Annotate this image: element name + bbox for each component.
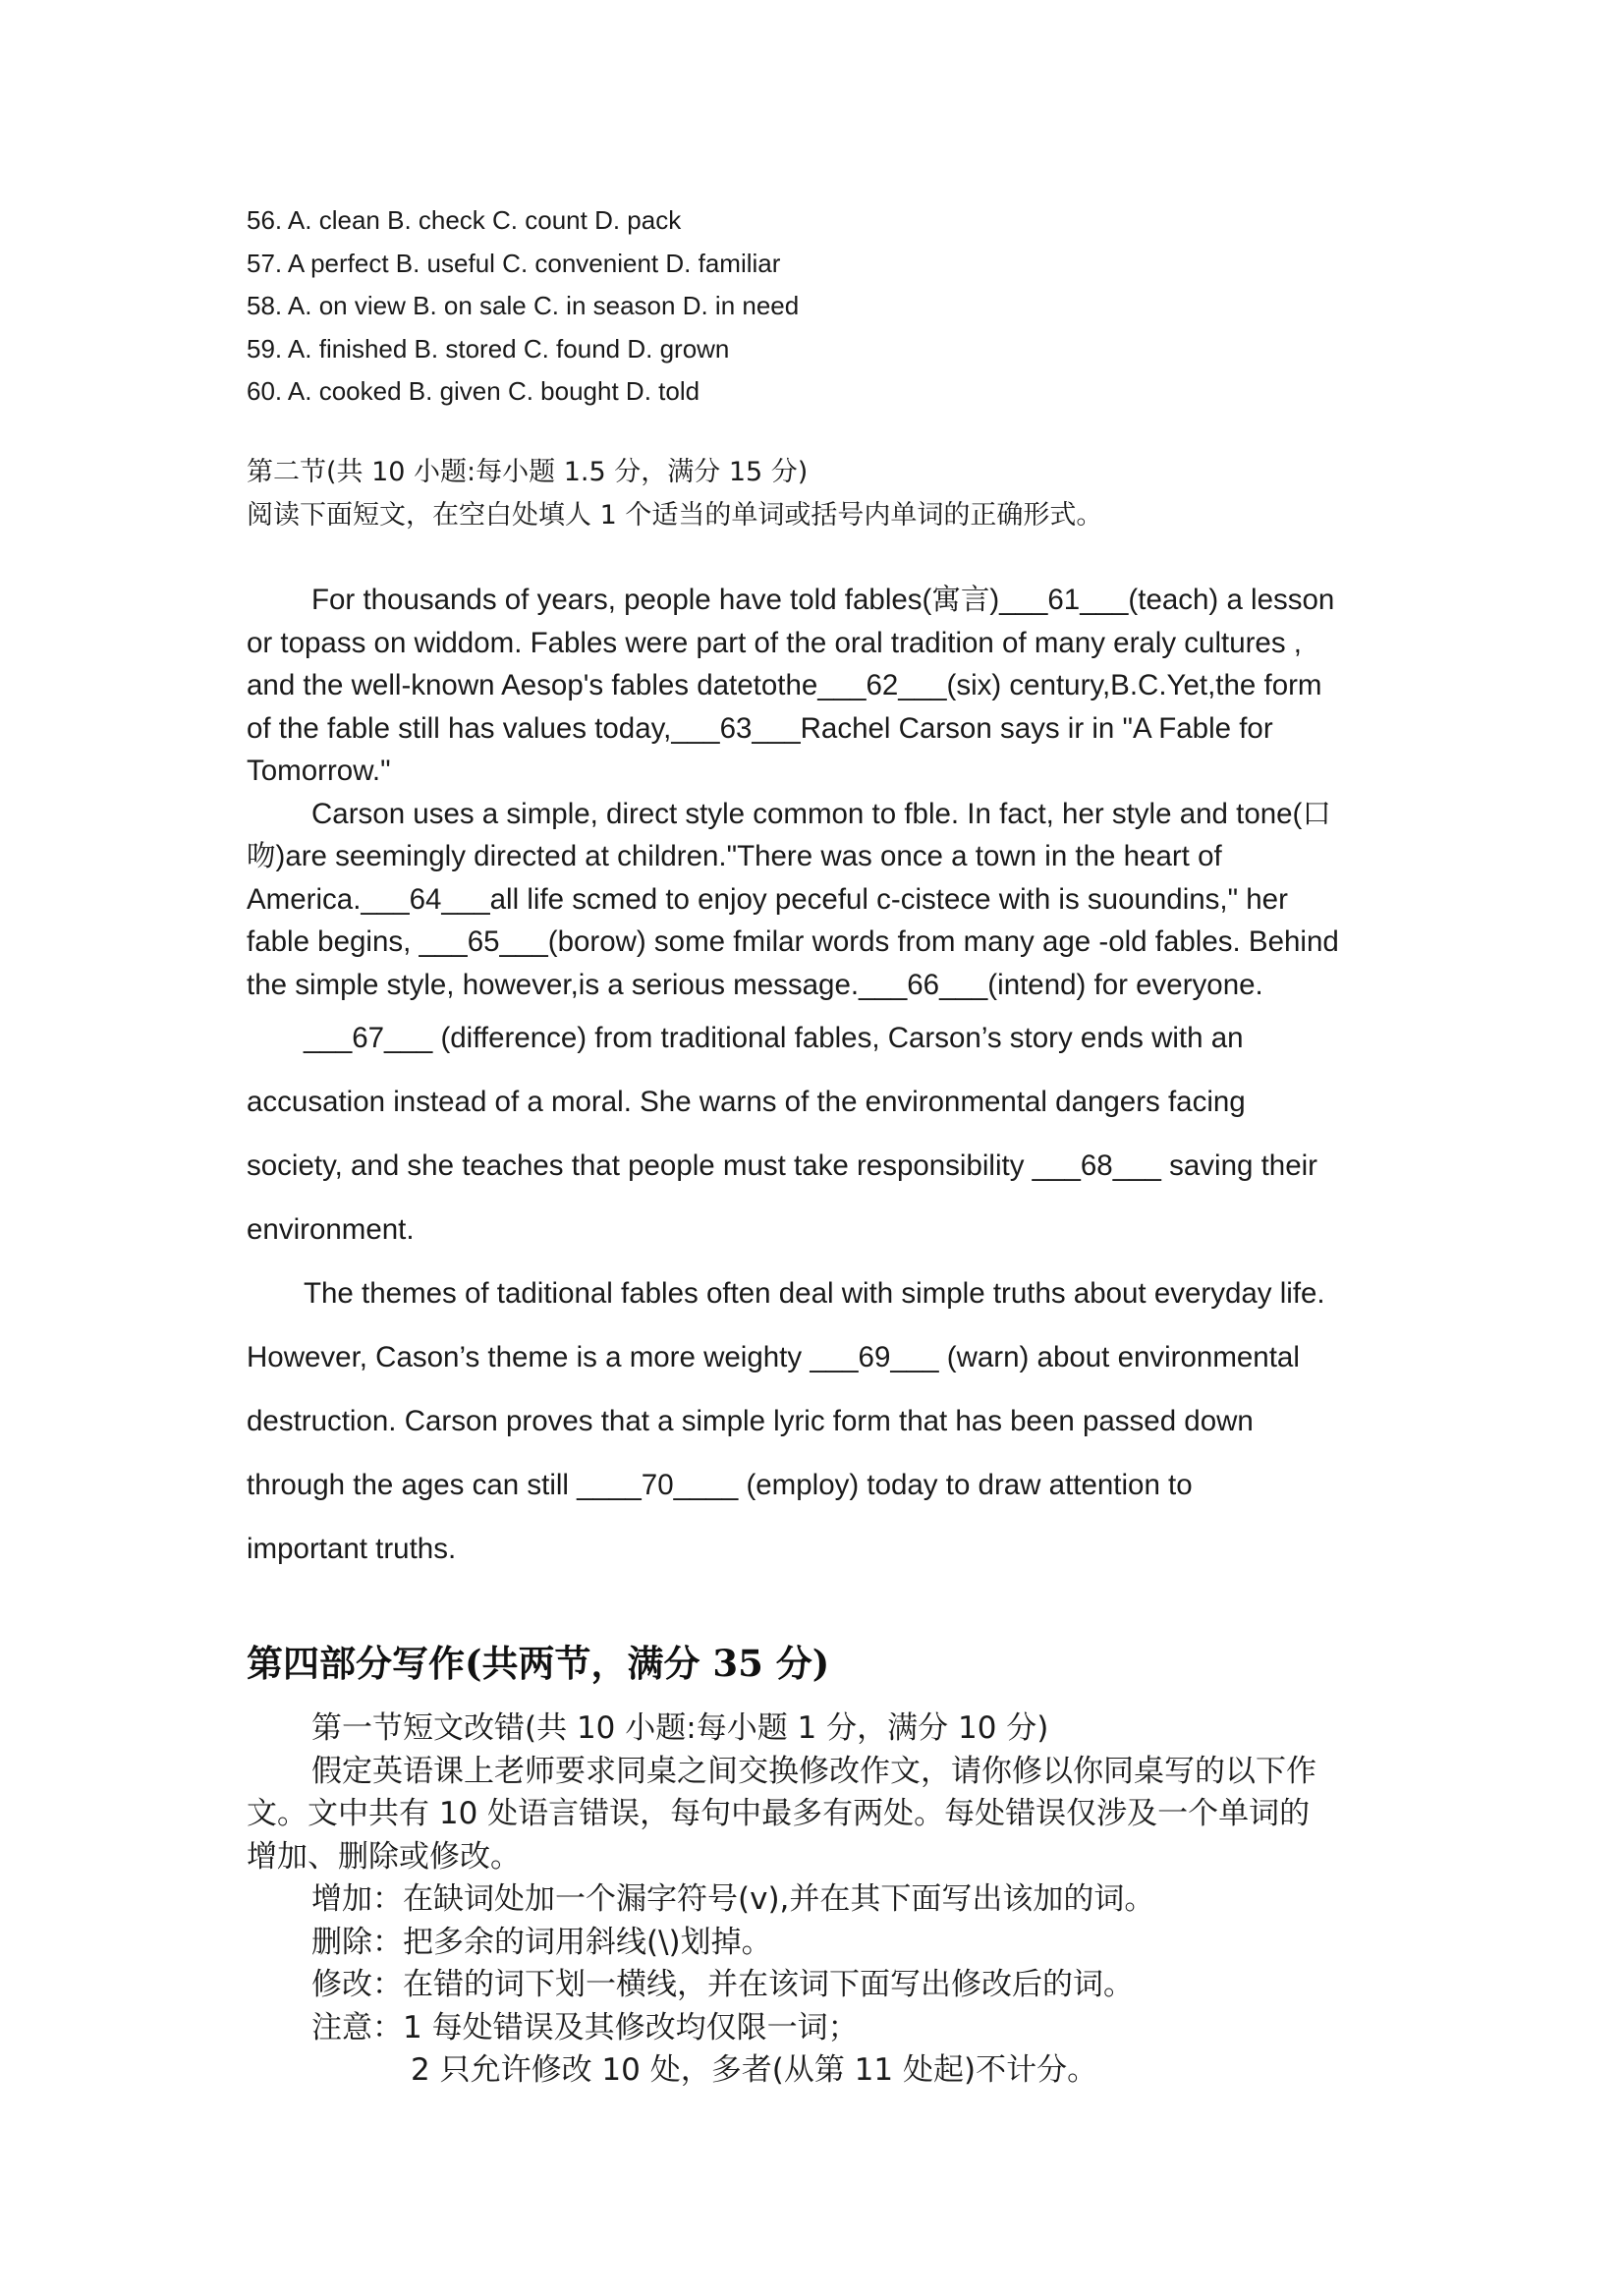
part-4-line: 删除：把多余的词用斜线(\)划掉。: [311, 1924, 772, 1960]
part-4-line: 文。文中共有 10 处语言错误，每句中最多有两处。每处错误仅涉及一个单词的: [247, 1796, 1311, 1831]
passage-line: Carson uses a simple, direct style common to fble. In fact, her style and tone(口: [311, 797, 1331, 830]
part-4-instructions: [247, 1708, 1316, 2093]
passage-block-1: [247, 579, 1406, 1006]
passage-line: The themes of taditional fables often deal with simple truths about everyday life.: [304, 1277, 1325, 1310]
part-4-line: 2 只允许修改 10 处，多者(从第 11 处起)不计分。: [411, 2052, 1098, 2088]
option-line-58: 58. A. on view B. on sale C. in season D. in need: [247, 291, 800, 320]
part-4-line: 增加、删除或修改。: [247, 1838, 521, 1875]
section-2-instruction: 阅读下面短文，在空白处填人 1 个适当的单词或括号内单词的正确形式。: [247, 500, 1103, 531]
passage-line: through the ages can still ____70____ (employ) today to draw attention to: [247, 1469, 1193, 1501]
passage-line: society, and she teaches that people must take responsibility ___68___ saving their: [247, 1149, 1317, 1182]
part-4-line: 注意：1 每处错误及其修改均仅限一词；: [311, 2009, 859, 2045]
passage-line: or topass on widdom. Fables were part of the oral tradition of many eraly cultures ,: [247, 626, 1302, 659]
option-line-60: 60. A. cooked B. given C. bought D. told: [247, 376, 700, 406]
passage-line: fable begins, ___65___(borow) some fmilar words from many age -old fables. Behind: [247, 925, 1339, 958]
passage-line: For thousands of years, people have told fables(寓言)___61___(teach) a lesson: [311, 584, 1335, 616]
section-2-title: 第二节(共 10 小题:每小题 1.5 分，满分 15 分): [247, 457, 809, 487]
part-4-heading: 第四部分写作(共两节，满分 35 分): [247, 1642, 830, 1685]
passage-line: the simple style, however,is a serious message.___66___(intend) for everyone.: [247, 968, 1263, 1001]
section-2-header: [247, 451, 1102, 537]
option-line-57: 57. A perfect B. useful C. convenient D. familiar: [247, 248, 781, 278]
passage-line: destruction. Carson proves that a simple lyric form that has been passed down: [247, 1405, 1254, 1437]
part-4-line: 假定英语课上老师要求同桌之间交换修改作文，请你修以你同桌写的以下作: [311, 1753, 1316, 1789]
part-4-line: 增加：在缺词处加一个漏字符号(v),并在其下面写出该加的词。: [311, 1881, 1155, 1917]
passage-block-2: [247, 1006, 1406, 1581]
part-4-line: 修改：在错的词下划一横线，并在该词下面写出修改后的词。: [311, 1967, 1134, 2002]
answer-options-list: [247, 199, 799, 414]
option-line-59: 59. A. finished B. stored C. found D. grown: [247, 333, 730, 364]
passage-line: However, Cason’s theme is a more weighty ___69___ (warn) about environmental: [247, 1341, 1300, 1373]
passage-line: 吻)are seemingly directed at children."There was once a town in the heart of: [247, 840, 1222, 872]
passage-line: of the fable still has values today,___63___Rachel Carson says ir in "A Fable for: [247, 711, 1273, 745]
option-line-56: 56. A. clean B. check C. count D. pack: [247, 205, 682, 235]
passage-line: ___67___ (difference) from traditional fables, Carson’s story ends with an: [304, 1022, 1244, 1054]
fable-passage: [247, 579, 1406, 1581]
passage-line: and the well-known Aesop's fables datetothe___62___(six) century,B.C.Yet,the form: [247, 669, 1322, 701]
part-4-line: 第一节短文改错(共 10 小题:每小题 1 分，满分 10 分): [311, 1710, 1049, 1746]
passage-line: America.___64___all life scmed to enjoy peceful c-cistece with is suoundins," her: [247, 882, 1288, 916]
passage-line: environment.: [247, 1213, 415, 1246]
passage-line: accusation instead of a moral. She warns of the environmental dangers facing: [247, 1086, 1246, 1118]
passage-line: Tomorrow.": [247, 755, 391, 787]
passage-line: important truths.: [247, 1533, 457, 1565]
